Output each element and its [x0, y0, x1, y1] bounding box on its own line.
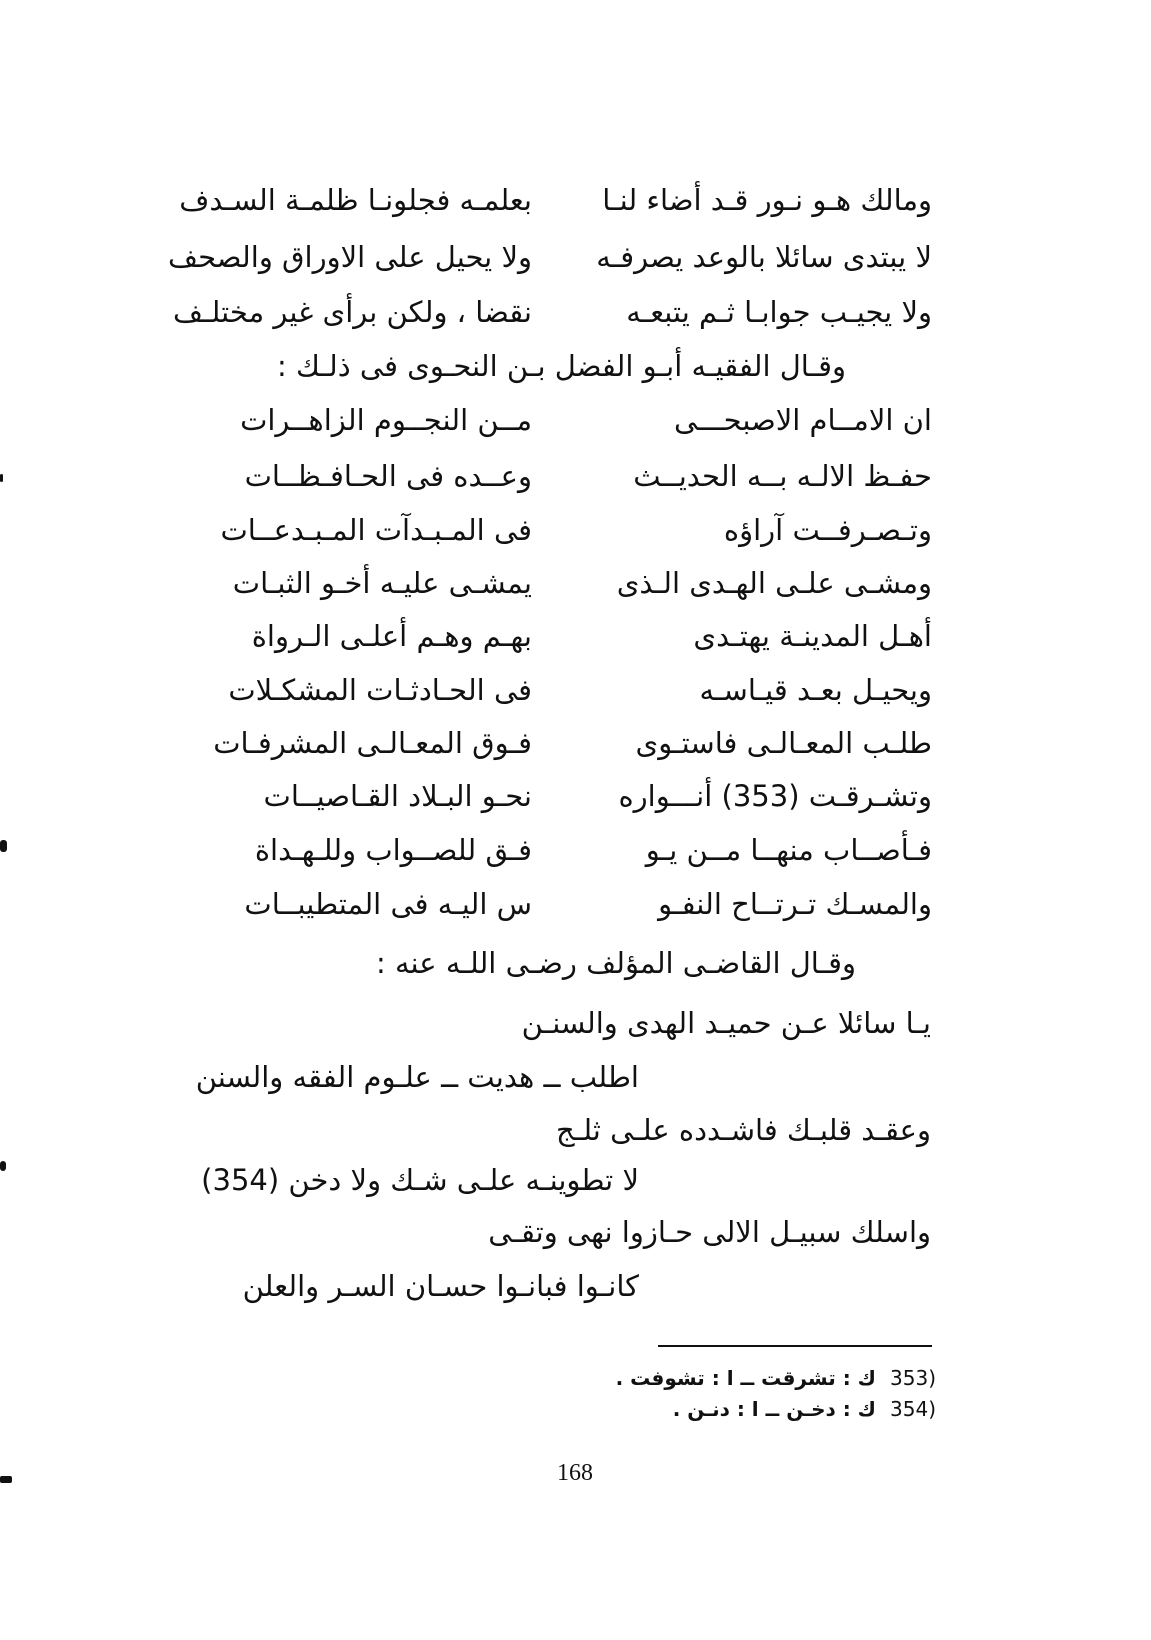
verse-second-hemistich: فى المـبـدآت المـبـدعــات	[220, 513, 532, 547]
verse-first-hemistich: فـأصــاب منهــا مــن يـو	[645, 833, 932, 867]
verse-line	[172, 400, 932, 440]
verse-second-hemistich: كانـوا فبانـوا حسـان السـر والعلن	[242, 1269, 639, 1303]
verse-second-hemistich: نقضا ، ولكن برأى غير مختلـف	[173, 295, 532, 329]
verse-line	[172, 830, 932, 870]
verse-line	[172, 723, 932, 763]
verse-first-hemistich: وتـصـرفــت آراؤه	[723, 513, 932, 547]
verse-line	[168, 237, 932, 277]
verse-first-hemistich: ومالك هـو نـور قـد أضاء لنـا	[602, 183, 932, 217]
verse-second-hemistich: بهـم وهـم أعلـى الـرواة	[251, 619, 532, 653]
verse-second-hemistich: يمشـى عليـه أخـو الثبـات	[232, 566, 532, 600]
verse-first-hemistich: والمسـك تـرتــاح النفـو	[658, 887, 932, 921]
verse-first-hemistich: أهـل المدينـة يهتـدى	[693, 619, 932, 653]
scan-mark	[0, 1161, 6, 1171]
scan-mark	[0, 840, 7, 852]
verse-first-hemistich: وعقـد قلبـك فاشـدده علـى ثلـج	[555, 1113, 931, 1147]
verse-line	[172, 180, 932, 220]
verse-line	[172, 884, 932, 924]
verse-second-hemistich: فـوق المعـالـى المشرفـات	[213, 726, 532, 760]
verse-line	[172, 616, 932, 656]
verse-first-hemistich: حفـظ الالـه بــه الحديــث	[633, 459, 932, 493]
scan-mark	[0, 1476, 12, 1483]
footnote-text: ك : تشرقت ــ ا : تشوفت .	[615, 1366, 876, 1390]
verse-line	[172, 670, 932, 710]
section-intro: وقـال الفقيـه أبـو الفضل بـن النحـوى فى ذلـك :	[277, 349, 846, 383]
verse-first-hemistich: ومشـى علـى الهـدى الـذى	[616, 566, 932, 600]
verse-line	[172, 456, 932, 496]
verse-first-hemistich: ان الامــام الاصبحـــى	[673, 403, 932, 437]
verse-first-hemistich: وتشـرقـت (353) أنـــواره	[618, 779, 932, 813]
verse-line	[172, 292, 932, 332]
verse-first-hemistich: ويحيـل بعـد قيـاسـه	[699, 673, 932, 707]
verse-second-hemistich: فـق للصــواب وللـهـداة	[254, 833, 532, 867]
verse-first-hemistich: يـا سائلا عـن حميـد الهدى والسنـن	[521, 1006, 931, 1040]
verse-second-hemistich: فى الحـادثـات المشكـلات	[228, 673, 532, 707]
verse-first-hemistich: لا يبتدى سائلا بالوعد يصرفـه	[596, 240, 932, 274]
footnote-number: (353	[890, 1366, 936, 1390]
footnote-text: ك : دخـن ــ ا : دنـن .	[672, 1397, 876, 1421]
verse-second-hemistich: اطلب ــ هديت ــ علـوم الفقه والسنن	[195, 1060, 639, 1094]
footnote-divider	[658, 1345, 932, 1347]
verse-second-hemistich: بعلمـه فجلونـا ظلمـة السـدف	[179, 183, 532, 217]
verse-first-hemistich: طلـب المعـالـى فاستـوى	[635, 726, 932, 760]
verse-first-hemistich: واسلك سبيـل الالى حـازوا نهى وتقـى	[488, 1215, 931, 1249]
verse-line	[172, 563, 932, 603]
scan-mark	[0, 474, 3, 482]
verse-second-hemistich: لا تطوينـه علـى شـك ولا دخن (354)	[201, 1163, 639, 1197]
verse-second-hemistich: س اليـه فى المتطيبــات	[244, 887, 532, 921]
verse-second-hemistich: ولا يحيل على الاوراق والصحف	[168, 240, 532, 274]
page-number: 168	[557, 1460, 593, 1486]
verse-second-hemistich: مــن النجــوم الزاهــرات	[240, 403, 532, 437]
verse-line	[172, 776, 932, 816]
footnote	[576, 1395, 936, 1423]
section-intro: وقـال القاضـى المؤلف رضـى اللـه عنه :	[376, 946, 856, 980]
verse-second-hemistich: وعــده فى الحـافـظــات	[244, 459, 532, 493]
verse-line	[172, 510, 932, 550]
footnote-number: (354	[890, 1397, 936, 1421]
verse-second-hemistich: نحـو البـلاد القـاصيــات	[263, 779, 532, 813]
footnote	[576, 1364, 936, 1392]
verse-first-hemistich: ولا يجيـب جوابـا ثـم يتبعـه	[626, 295, 932, 329]
